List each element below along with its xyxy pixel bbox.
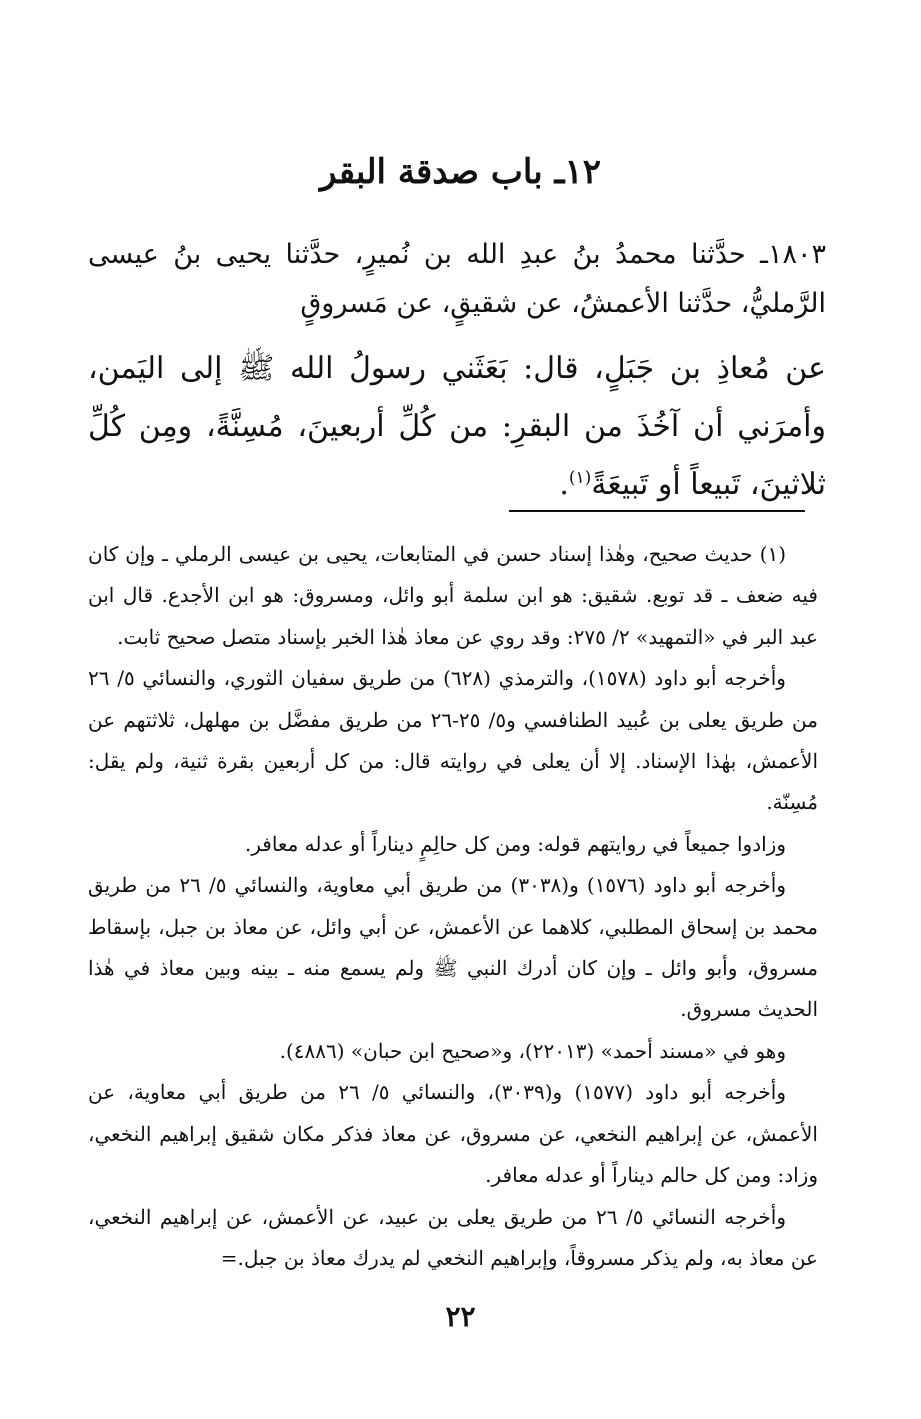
footnote-paragraph: وأخرجه أبو داود (١٥٧٨)، والترمذي (٦٢٨) من طريق سفيان الثوري، والنسائي ٥/ ٢٦ من طريق يعلى بن عُبيد الطنافسي و٥/ ٢٥-٢٦ من طريق مفضَّل بن مهلهل، ثلاثتهم عن الأعمش، بهٰذا الإسناد. إلا أن يعلى في روايته قال: من كل أربعين بقرة ثنية، ولم يقل: مُسِنّة. xyxy=(88,666,818,815)
chapter-title: ١٢ـ باب صدقة البقر xyxy=(319,152,602,192)
footnote-paragraph: وهو في «مسند أحمد» (٢٢٠١٣)، و«صحيح ابن حبان» (٤٨٨٦). xyxy=(279,1038,786,1063)
hadith-matn: عن مُعاذِ بن جَبَلٍ، قال: بَعَثَني رسولُ الله ﷺ إلى اليَمن، وأمرَني أن آخُذَ من البقرِ: من كُلِّ أربعينَ، مُسِنَّةً، ومِن كُلِّ ثلاثينَ، تَبيعاً أو تَبيعَةً xyxy=(88,351,826,502)
footnotes-section xyxy=(88,534,818,1279)
footnote-paragraph: وأخرجه النسائي ٥/ ٢٦ من طريق يعلى بن عبيد، عن الأعمش، عن إبراهيم النخعي، عن معاذ به، ولم يذكر مسروقاً، وإبراهيم النخعي لم يدرك معاذ بن جبل.= xyxy=(88,1204,818,1270)
hadith-isnad: ١٨٠٣ـ حدَّثنا محمدُ بنُ عبدِ الله بن نُميرٍ، حدَّثنا يحيى بنُ عيسى الرَّمليُّ، حدَّثنا الأعمشُ، عن شقيقٍ، عن مَسروقٍ xyxy=(88,239,826,319)
footnote-paragraph: (١) حديث صحيح، وهٰذا إسناد حسن في المتابعات، يحيى بن عيسى الرملي ـ وإن كان فيه ضعف ـ قد توبع. شقيق: هو ابن سلمة أبو وائل، ومسروق: هو ابن الأجدع. قال ابن عبد البر في «التمهيد» ٢/ ٢٧٥: وقد روي عن معاذ هٰذا الخبر بإسناد متصل صحيح ثابت. xyxy=(88,542,818,649)
footnote-paragraph: وزادوا جميعاً في روايتهم قوله: ومن كل حالِمٍ ديناراً أو عدله معافر. xyxy=(244,831,786,856)
page-number: ٢٢ xyxy=(445,1300,476,1333)
footnote-divider xyxy=(509,510,805,512)
footnote-paragraph: وأخرجه أبو داود (١٥٧٧) و(٣٠٣٩)، والنسائي ٥/ ٢٦ من طريق أبي معاوية، عن الأعمش، عن إبراهيم النخعي، عن مسروق، عن معاذ فذكر مكان شقيق إبراهيم النخعي، وزاد: ومن كل حالم ديناراً أو عدله معافر. xyxy=(88,1080,818,1188)
footnote-paragraph: وأخرجه أبو داود (١٥٧٦) و(٣٠٣٨) من طريق أبي معاوية، والنسائي ٥/ ٢٦ من طريق محمد بن إسحاق المطلبي، كلاهما عن الأعمش، عن أبي وائل، عن معاذ بن جبل، بإسقاط مسروق، وأبو وائل ـ وإن كان أدرك النبي ﷺ ولم يسمع منه ـ بينه وبين معاذ في هٰذا الحديث مسروق. xyxy=(88,873,818,1022)
hadith-text xyxy=(88,340,826,514)
footnote-reference[interactable]: (١) xyxy=(568,468,592,488)
hadith-end-mark: . xyxy=(559,467,569,502)
